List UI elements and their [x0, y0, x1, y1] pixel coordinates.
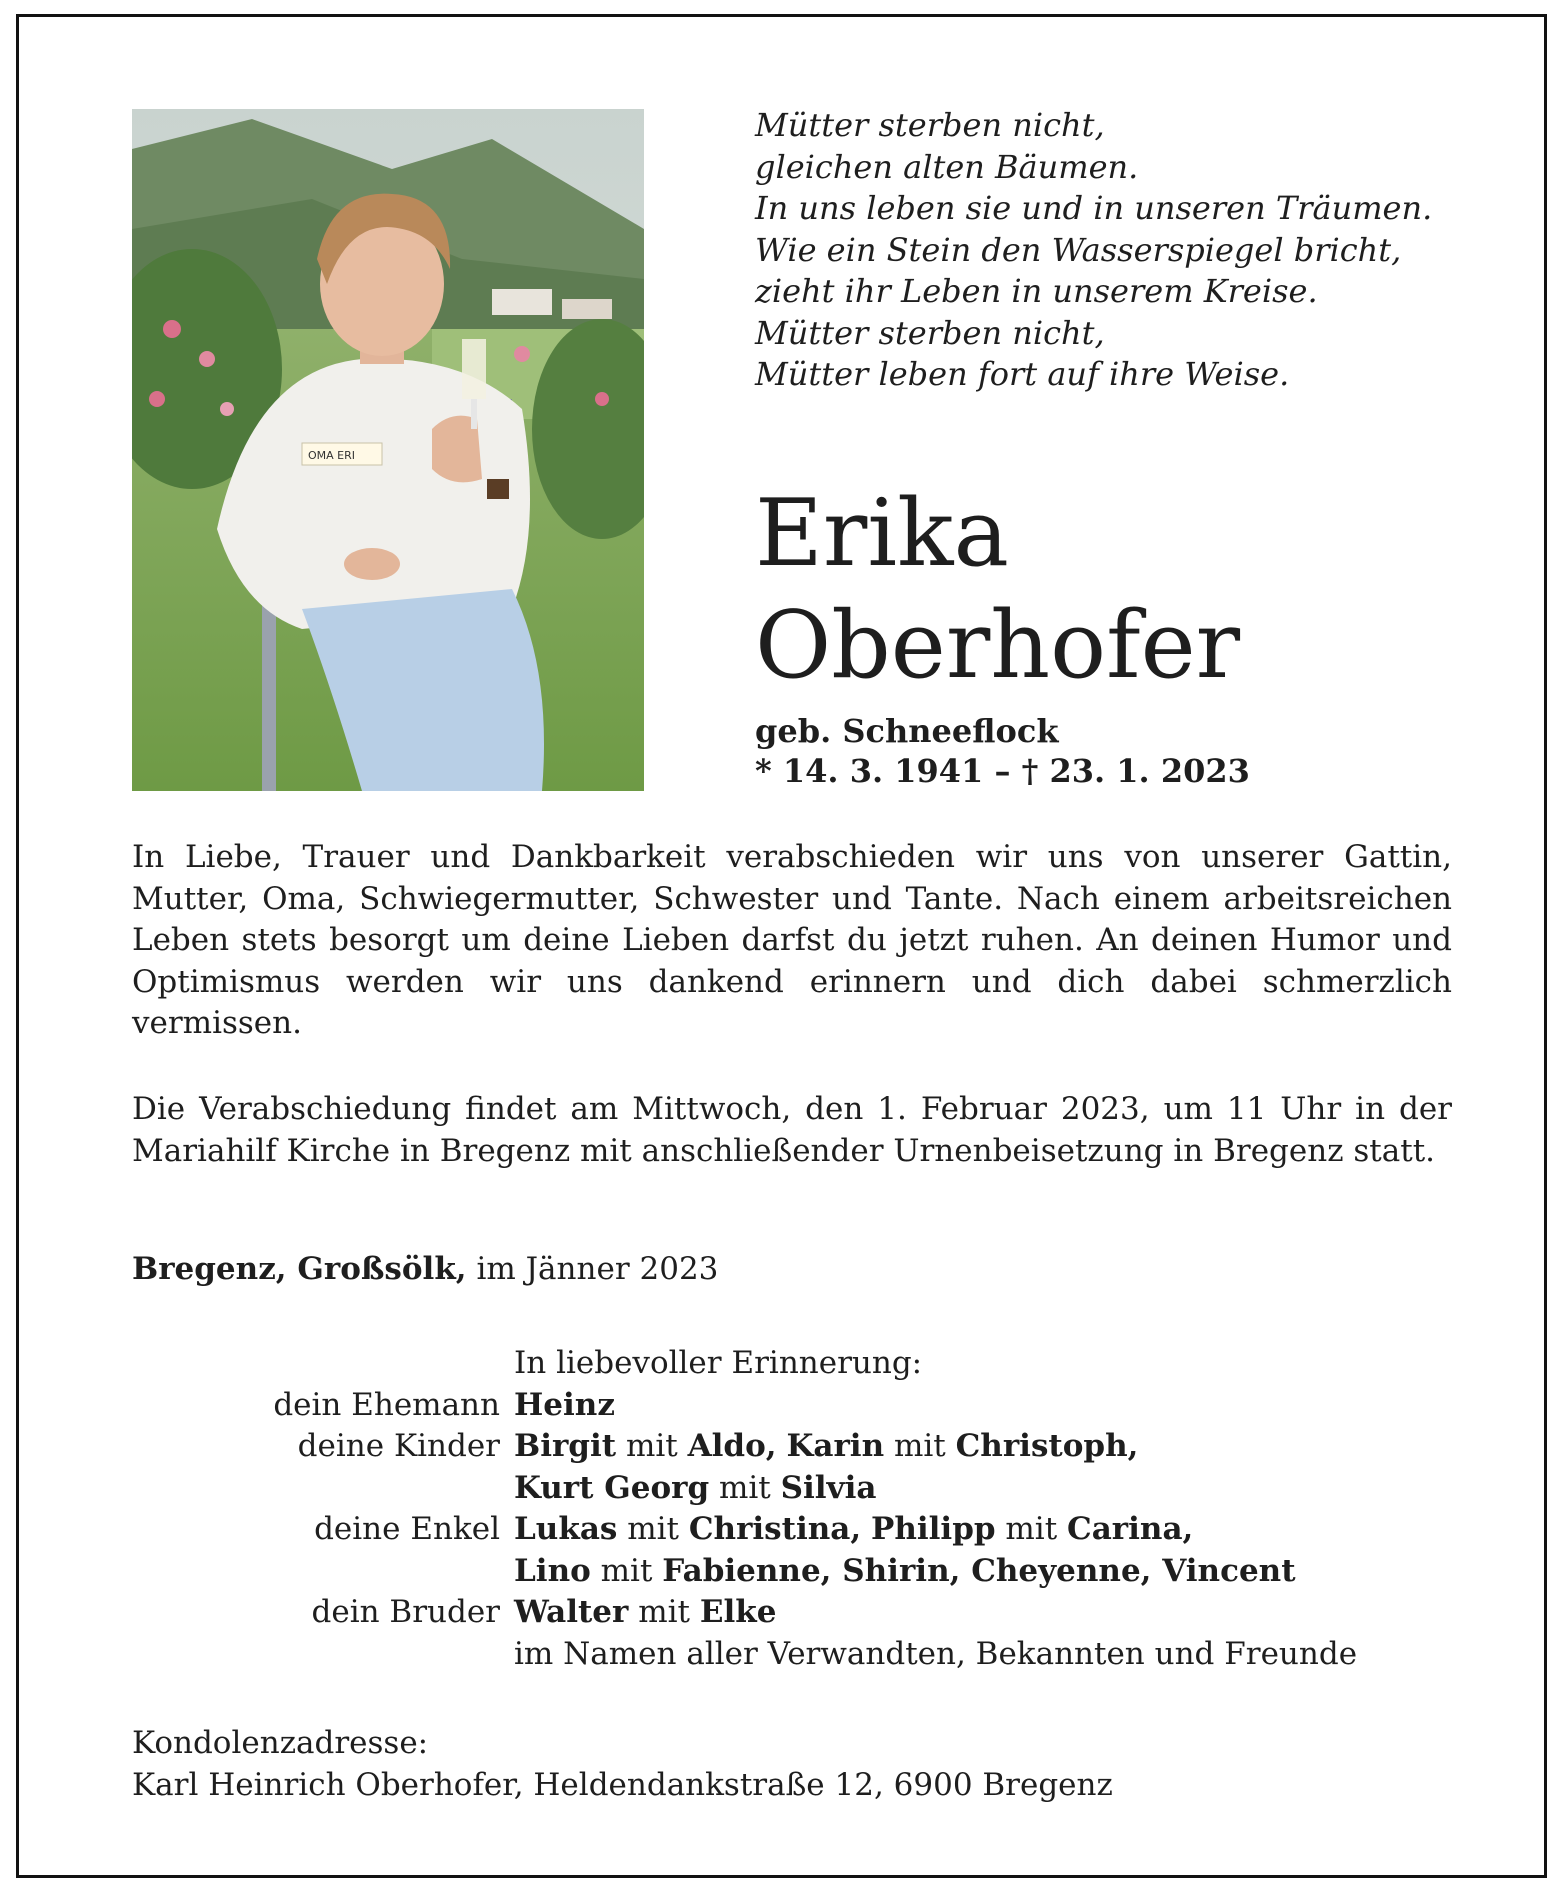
grandchild-name: Lukas: [514, 1511, 618, 1547]
family-intro: In liebevoller Erinnerung:: [514, 1345, 923, 1381]
poem-line: zieht ihr Leben in unserem Kreise.: [755, 272, 1318, 310]
child-name: Birgit: [514, 1428, 617, 1464]
grandchild-name: Lino: [514, 1552, 591, 1589]
family-row-closing: [132, 1634, 1512, 1676]
partner-name: Christoph,: [955, 1428, 1139, 1464]
partner-name: Elke: [699, 1594, 777, 1630]
husband-name: Heinz: [514, 1386, 615, 1423]
poem-line: gleichen alten Bäumen.: [755, 147, 1139, 186]
with-word: mit: [627, 1511, 679, 1547]
maiden-name: geb. Schneeflock: [755, 712, 1059, 750]
partner-name: Christina,: [688, 1511, 862, 1547]
poem-line: Wie ein Stein den Wasserspiegel bricht,: [755, 230, 1402, 269]
family-closing: im Namen aller Verwandten, Bekannten und Freunde: [514, 1635, 1358, 1672]
family-row-grandchildren-cont: [132, 1551, 1512, 1593]
poem: [755, 105, 1495, 396]
address-label: Kondolenzadresse:: [132, 1725, 429, 1761]
family-row-grandchildren: [132, 1509, 1512, 1551]
family-row-children-cont: [132, 1468, 1512, 1510]
family-intro-row: [132, 1343, 1512, 1385]
deceased-name: [755, 477, 1240, 701]
condolence-address: [132, 1723, 1113, 1806]
poem-line: Mütter sterben nicht,: [755, 106, 1105, 144]
child-name: Kurt Georg: [514, 1469, 710, 1506]
grandchild-name: Philipp: [871, 1511, 996, 1547]
ceremony-paragraph: Die Verabschiedung findet am Mittwoch, den 1. Februar 2023, um 11 Uhr in der Mariahilf Kirche in Bregenz mit anschließender Urnenbeisetzung in Bregenz statt.: [132, 1091, 1452, 1169]
badge-text: OMA ERI: [308, 449, 356, 462]
partner-name: Silvia: [780, 1469, 877, 1506]
with-word: mit: [1005, 1511, 1058, 1547]
life-dates: * 14. 3. 1941 – † 23. 1. 2023: [755, 752, 1250, 790]
place-locations: Bregenz, Großsölk,: [132, 1251, 467, 1287]
role-grandchildren: deine Enkel: [314, 1511, 500, 1547]
with-word: mit: [719, 1469, 771, 1506]
family-row-husband: [132, 1385, 1512, 1427]
with-word: mit: [625, 1428, 678, 1464]
brother-name: Walter: [514, 1594, 629, 1630]
obituary-page: [16, 14, 1547, 1878]
family-row-brother: [132, 1592, 1512, 1634]
role-husband: dein Ehemann: [273, 1386, 500, 1423]
partner-name: Carina,: [1067, 1511, 1194, 1547]
family-list: [132, 1343, 1512, 1675]
role-brother: dein Bruder: [311, 1594, 500, 1630]
children-names: Fabienne, Shirin, Cheyenne, Vincent: [662, 1552, 1296, 1589]
place-date: [132, 1249, 718, 1291]
partner-name: Aldo,: [687, 1428, 777, 1464]
last-name: Oberhofer: [755, 591, 1241, 699]
with-word: mit: [638, 1594, 690, 1630]
portrait-image: [132, 109, 644, 791]
poem-line: In uns leben sie und in unseren Träumen.: [755, 189, 1433, 227]
address-value: Karl Heinrich Oberhofer, Heldendankstraße 12, 6900 Bregenz: [132, 1766, 1113, 1803]
farewell-paragraph: In Liebe, Trauer und Dankbarkeit verabschieden wir uns von unserer Gattin, Mutter, Oma, Schwiegermutter, Schwester und Tante. Nach einem arbeitsreichen Leben stets besorgt um deine Lieben darfst du jetzt ruhen. An deinen Humor und Optimismus werden wir uns dankend erinnern und dich dabei schmerzlich vermissen.: [132, 839, 1452, 1041]
child-name: Karin: [786, 1428, 885, 1464]
poem-line: Mütter sterben nicht,: [755, 313, 1105, 352]
portrait-photo: [132, 109, 644, 791]
poem-line: Mütter leben fort auf ihre Weise.: [755, 355, 1290, 393]
family-row-children: [132, 1426, 1512, 1468]
with-word: mit: [893, 1428, 946, 1464]
birth-info: [755, 711, 1250, 791]
role-children: deine Kinder: [297, 1428, 500, 1464]
first-name: Erika: [755, 479, 1009, 587]
with-word: mit: [600, 1552, 653, 1589]
place-month: im Jänner 2023: [476, 1251, 719, 1287]
